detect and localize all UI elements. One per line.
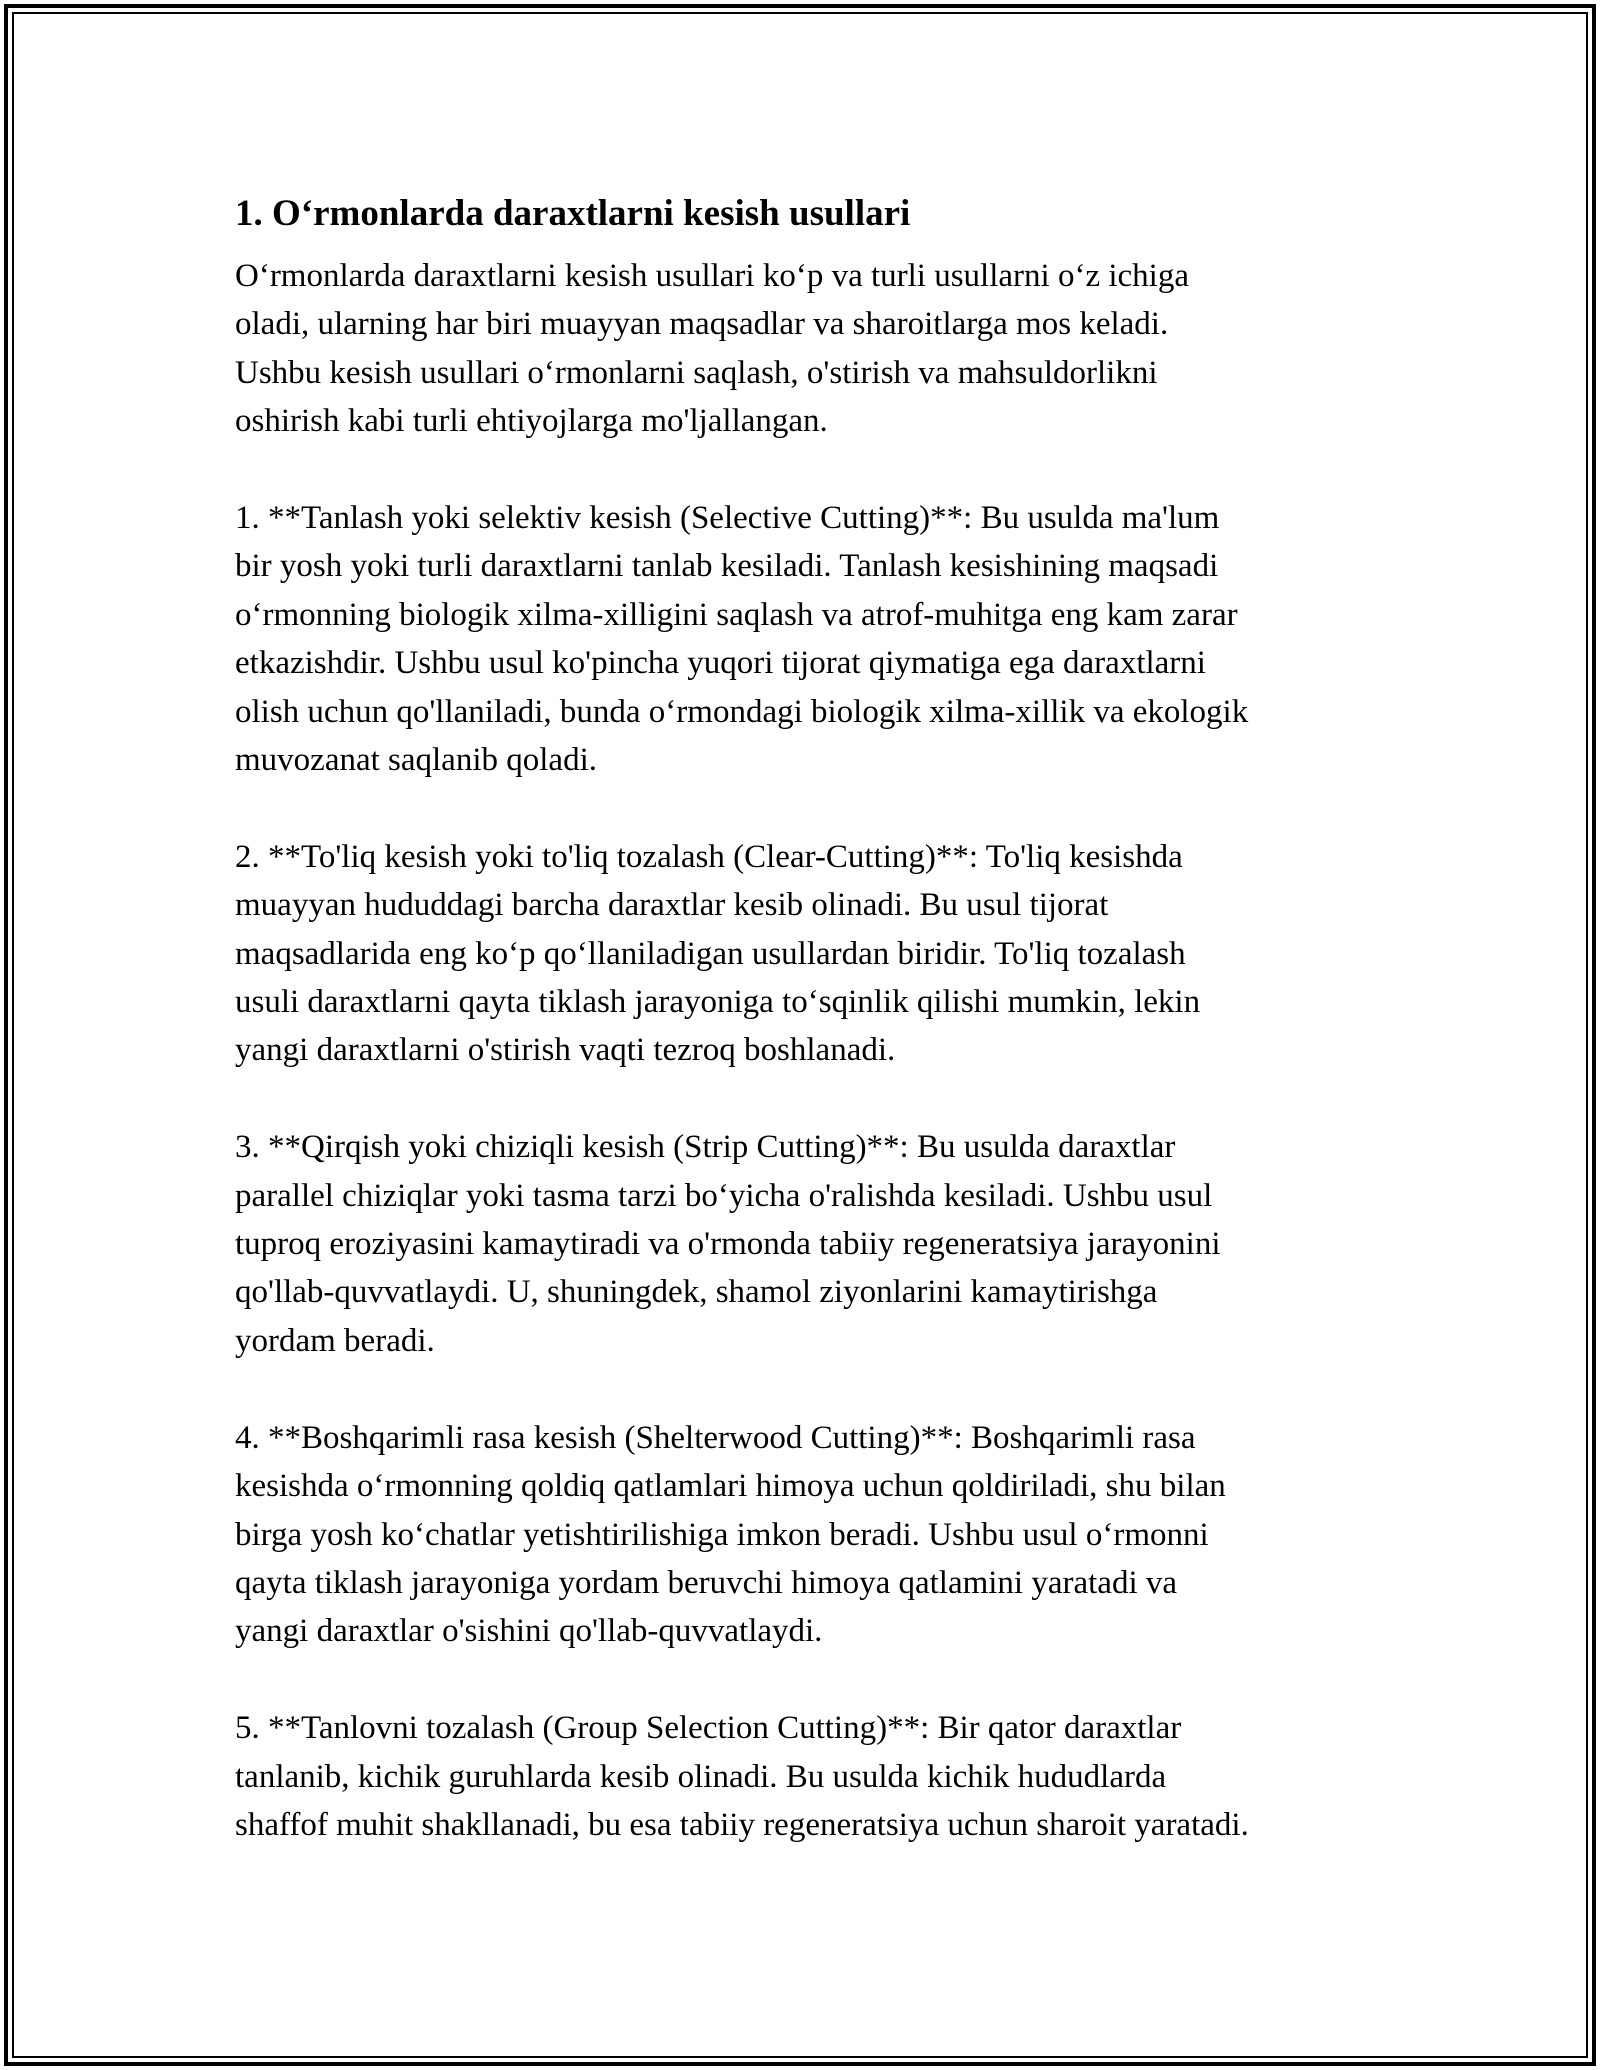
paragraph-strip-cutting: 3. **Qirqish yoki chiziqli kesish (Strip Cutting)**: Bu usulda daraxtlar parallel chiziqlar yoki tasma tarzi bo‘yicha o'ralishda kesiladi. Ushbu usul tuproq eroziyasini kamaytiradi va o'rmonda tabiiy regeneratsiya jarayonini qo'llab-quvvatlaydi. U, shuningdek, shamol ziyonlarini kamaytirishga yordam beradi.: [235, 1129, 1221, 1359]
document-title: 1. O‘rmonlarda daraxtlarni kesish usullari: [235, 193, 911, 234]
paragraph-selective-cutting: 1. **Tanlash yoki selektiv kesish (Selective Cutting)**: Bu usulda ma'lum bir yosh yoki turli daraxtlarni tanlab kesiladi. Tanlash kesishining maqsadi o‘rmonning biologik xilma-xilligini saqlash va atrof-muhitga eng kam zarar etkazishdir. Ushbu usul ko'pincha yuqori tijorat qiymatiga ega daraxtlarni olish uchun qo'llaniladi, bunda o‘rmondagi biologik xilma-xillik va ekologik muvozanat saqlanib qoladi.: [235, 500, 1249, 779]
intro-paragraph: O‘rmonlarda daraxtlarni kesish usullari ko‘p va turli usullarni o‘z ichiga oladi, ularning har biri muayyan maqsadlar va sharoitlarga mos keladi. Ushbu kesish usullari o‘rmonlarni saqlash, o'stirish va mahsuldorlikni oshirish kabi turli ehtiyojlarga mo'ljallangan.: [235, 258, 1189, 440]
paragraph-group-selection-cutting: 5. **Tanlovni tozalash (Group Selection Cutting)**: Bir qator daraxtlar tanlanib, kichik guruhlarda kesib olinadi. Bu usulda kichik hududlarda shaffof muhit shakllanadi, bu esa tabiiy regeneratsiya uchun sharoit yaratadi.: [235, 1710, 1249, 1843]
document-body: [235, 186, 1395, 1849]
paragraph-shelterwood-cutting: 4. **Boshqarimli rasa kesish (Shelterwood Cutting)**: Boshqarimli rasa kesishda o‘rmonning qoldiq qatlamlari himoya uchun qoldiriladi, shu bilan birga yosh ko‘chatlar yetishtirilishiga imkon beradi. Ushbu usul o‘rmonni qayta tiklash jarayoniga yordam beruvchi himoya qatlamini yaratadi va yangi daraxtlar o'sishini qo'llab-quvvatlaydi.: [235, 1419, 1226, 1650]
paragraph-clear-cutting: 2. **To'liq kesish yoki to'liq tozalash (Clear-Cutting)**: To'liq kesishda muayyan hududdagi barcha daraxtlar kesib olinadi. Bu usul tijorat maqsadlarida eng ko‘p qo‘llaniladigan usullardan biridir. To'liq tozalash usuli daraxtlarni qayta tiklash jarayoniga to‘sqinlik qilishi mumkin, lekin yangi daraxtlarni o'stirish vaqti tezroq boshlanadi.: [235, 838, 1201, 1069]
